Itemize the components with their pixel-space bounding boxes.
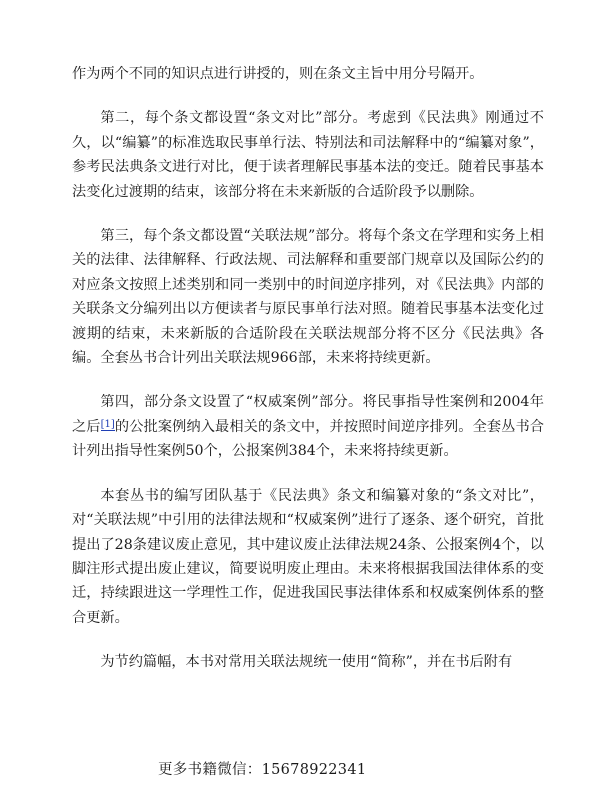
paragraph-fourth-text-before: 第四，部分条文设置了“权威案例”部分。将民事指导性案例和2004年之后	[72, 394, 544, 435]
page-footer-wechat: 更多书籍微信：15678922341	[158, 762, 367, 778]
paragraph-second-point: 第二，每个条文都设置“条文对比”部分。考虑到《民法典》刚通过不久，以“编纂”的标准选取民事单行法、特别法和司法解释中的“编纂对象”，参考民法典条文进行对比，便于读者理解民事基本法的变迁。随着民事基本法变化过渡期的结束，该部分将在未来新版的合适阶段予以删除。	[72, 110, 544, 200]
paragraph-fourth-text-after: 的公批案例纳入最相关的条文中，并按照时间逆序排列。全套丛书合计列出指导性案例50个，公报案例384个，未来将持续更新。	[72, 418, 544, 460]
paragraph-gap	[72, 370, 544, 390]
paragraph-abbreviations: 为节约篇幅，本书对常用关联法规统一使用“简称”，并在书后附有	[100, 654, 513, 671]
paragraph-continuation: 作为两个不同的知识点进行讲授的，则在条文主旨中用分号隔开。	[72, 66, 484, 82]
paragraph-fourth-point	[72, 390, 544, 463]
document-body	[72, 62, 544, 675]
paragraph-gap	[72, 464, 544, 484]
paragraph-gap	[72, 204, 544, 224]
paragraph-gap	[72, 630, 544, 650]
footnote-reference-link[interactable]: [1]	[100, 418, 115, 430]
paragraph-editorial-team: 本套丛书的编写团队基于《民法典》条文和编纂对象的“条文对比”，对“关联法规”中引用的法律法规和“权威案例”进行了逐条、逐个研究，首批提出了28条建议废止意见，其中建议废止法律法规24条、公报案例4个，以脚注形式提出废止建议，简要说明废止理由。未来将根据我国法律体系的变迁，持续跟进这一学理性工作，促进我国民事法律体系和权威案例体系的整合更新。	[72, 487, 544, 626]
paragraph-gap	[72, 86, 544, 106]
paragraph-third-point: 第三，每个条文都设置“关联法规”部分。将每个条文在学理和实务上相关的法律、法律解释、行政法规、司法解释和重要部门规章以及国际公约的对应条文按照上述类别和同一类别中的时间逆序排列，对《民法典》内部的关联条文分编列出以方便读者与原民事单行法对照。随着民事基本法变化过渡期的结束，未来新版的合适阶段在关联法规部分将不区分《民法典》各编。全套丛书合计列出关联法规966部，未来将持续更新。	[72, 228, 544, 367]
